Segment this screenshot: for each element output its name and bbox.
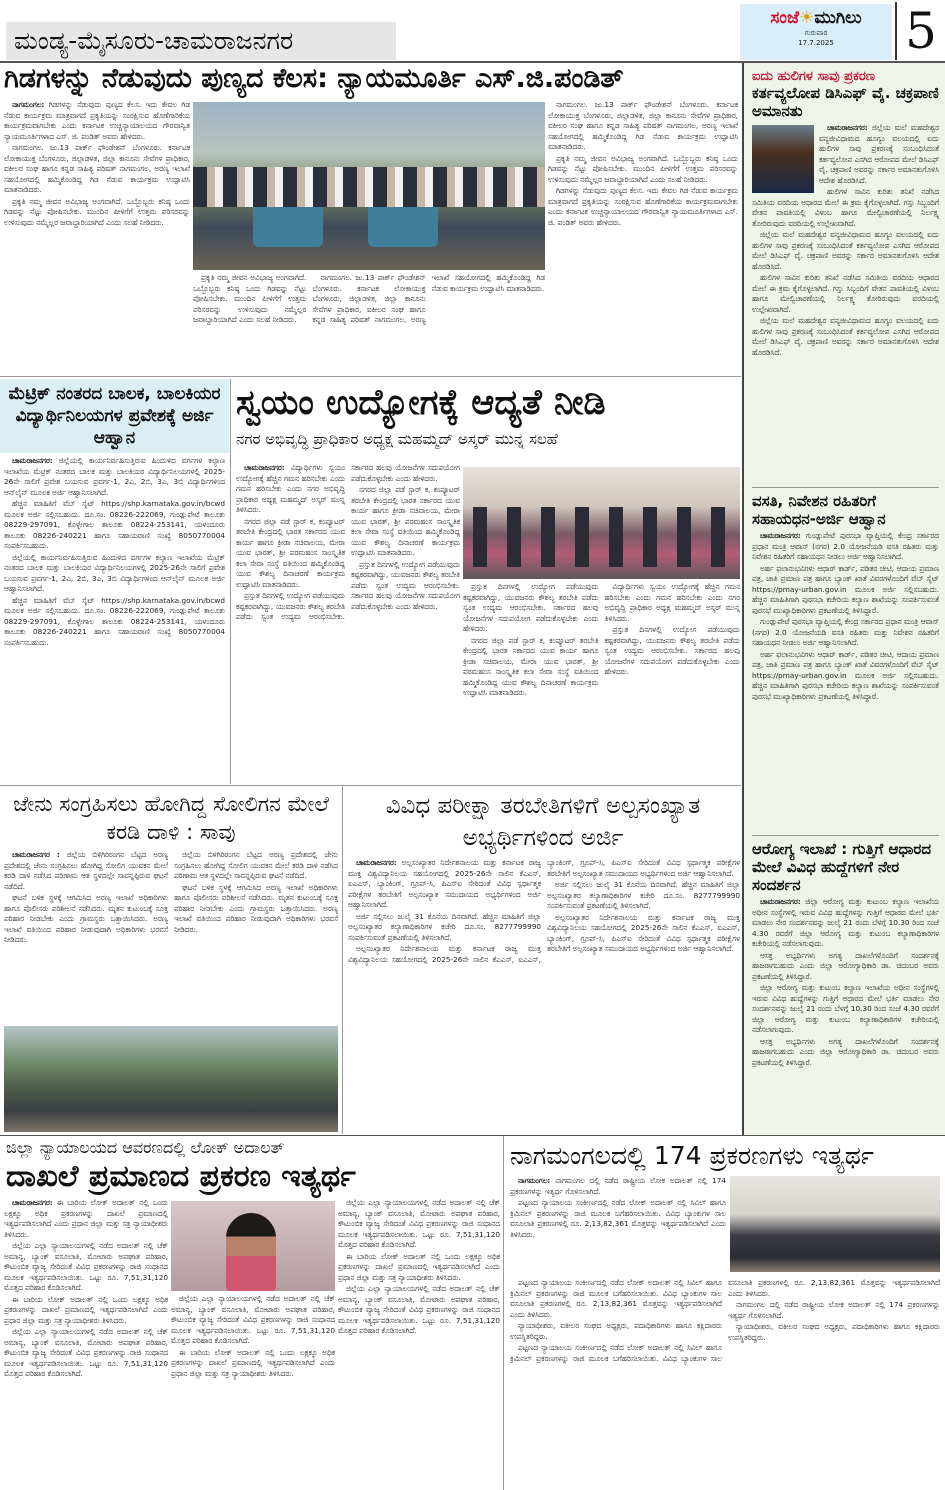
sidebar-column xyxy=(742,63,945,1135)
paragraph: ವಿದ್ಯಾರ್ಥಿಗಳು ಸ್ವಯಂ ಉದ್ಯೋಗಕ್ಕೆ ಹೆಚ್ಚಿನ ಗಮನ ಹರಿಸಬೇಕು ಎಂದು ಗಮನ ಹರಿಸಬೇಕು ಎಂದು ನಗರ ಅಭಿವೃದ್ಧಿ ಪ್ರಾಧಿಕಾರ ಅಧ್ಯಕ್ಷ ಮಹಮ್ಮದ್ ಅಸ್ಕರ್ ಮುನ್ನ ತಿಳಿಸಿದರು. xyxy=(236,463,345,514)
portrait-photo xyxy=(171,1201,335,1291)
paragraph: ಜಿಲ್ಲೆಯ ಮಲೆ ಮಹದೇಶ್ವರ ವನ್ಯಜೀವಿಧಾಮದ ಹೂಗ್ಯಂ ವಲಯದಲ್ಲಿ ಐದು ಹುಲಿಗಳ ಸಾವು ಪ್ರಕರಣಕ್ಕೆ ಸಂಬಂಧಿಸಿದಂತೆ ಕರ್ತವ್ಯಲೋಪ ಎಸಗಿದ ಆರೋಪದ ಮೇಲೆ ಡಿಸಿಎಫ್ ವೈ. ಚಕ್ರಪಾಣಿ ಅವರನ್ನು ಸರ್ಕಾರ ಅಮಾನತುಗೊಳಿಸಿ ಆದೇಶ ಹೊರಡಿಸಿದೆ. xyxy=(752,230,939,271)
paragraph: ಜಿಲ್ಲೆಯ ಎಲ್ಲಾ ನ್ಯಾಯಾಲಯಗಳಲ್ಲಿ ನಡೆದ ಅದಾಲತ್ ನಲ್ಲಿ ಚೆಕ್ ಅಮಾನ್ಯ, ಬ್ಯಾಂಕ್ ವಸೂಲಾತಿ, ಮೋಟಾರು ಅಪಘಾತ ಪರಿಹಾರ, ಕೌಟುಂಬಿಕ ವ್ಯಾಜ್ಯ ಸೇರಿದಂತೆ ವಿವಿಧ ಪ್ರಕರಣಗಳನ್ನು ರಾಜಿ ಸಂಧಾನದ ಮೂಲಕ ಇತ್ಯರ್ಥಪಡಿಸಲಾಯಿತು. ಒಟ್ಟು ರೂ. 7,51,31,120 ಮೊತ್ತದ ಪರಿಹಾರ ಕೊಡಿಸಲಾಗಿದೆ. xyxy=(338,1198,500,1249)
portrait-photo xyxy=(752,125,814,193)
paragraph: ನಾಗಮಂಗಲ ದಲ್ಲಿ ನಡೆದ ರಾಷ್ಟ್ರೀಯ ಲೋಕ ಅದಾಲತ್ ನಲ್ಲಿ 174 ಪ್ರಕರಣಗಳನ್ನು ಇತ್ಯರ್ಥ ಗೊಳಿಸಲಾಗಿದೆ. xyxy=(728,1300,940,1320)
paragraph: ಈ ಬಾರಿಯ ಲೋಕ್ ಅದಾಲತ್ ನಲ್ಲಿ ಒಂದು ಲಕ್ಷಕ್ಕೂ ಅಧಿಕ ಪ್ರಕರಣಗಳನ್ನು ದಾಖಲೆ ಪ್ರಮಾಣದಲ್ಲಿ ಇತ್ಯರ್ಥಪಡಿಸಲಾಗಿದೆ ಎಂದು ಪ್ರಧಾನ ಜಿಲ್ಲಾ ಮತ್ತು ಸತ್ರ ನ್ಯಾಯಾಧೀಶರು ತಿಳಿಸಿದರು. xyxy=(4,1198,168,1239)
news-photo xyxy=(463,467,740,579)
dateline: ನಾಗಮಂಗಲ: xyxy=(518,1176,551,1185)
paragraph: ನಾಗಮಂಗಲ. ಜು.13 ಪಾರ್ಕ್ ಫೌಂಡೇಶನ್ ಬೆಂಗಳೂರು. ಕರ್ನಾಟಕ ಲೋಕಾಯುಕ್ತ ಬೆಂಗಳೂರು, ಜಿಲ್ಲಾಡಳಿತ, ಜಿಲ್ಲಾ ಕಾನೂನು ಸೇವೆಗಳ ಪ್ರಾಧಿಕಾರ, ವಕೀಲರ ಸಂಘ ಹಾಗೂ ಕನ್ನಡ ಸಾಹಿತ್ಯ ಪರಿಷತ್ ನಾಗಮಂಗಲ, ಅರಣ್ಯ ಇಲಾಖೆ ಸಹಯೋಗದಲ್ಲಿ ಹಮ್ಮಿಕೊಂಡಿದ್ದ ಗಿಡ ನೆಡುವ ಕಾರ್ಯಕ್ರಮ ಉದ್ಘಾಟಿಸಿ ಮಾತನಾಡಿದರು. xyxy=(548,100,738,151)
paragraph: ಪಟ್ಟಣದ ನ್ಯಾಯಾಲಯ ಸಂಕೀರ್ಣದಲ್ಲಿ ನಡೆದ ಲೋಕ್ ಅದಾಲತ್ ನಲ್ಲಿ ಸಿವಿಲ್ ಹಾಗೂ ಕ್ರಿಮಿನಲ್ ಪ್ರಕರಣಗಳನ್ನು ರಾಜಿ ಮೂಲಕ ಬಗೆಹರಿಸಲಾಯಿತು. ವಿವಿಧ ಬ್ಯಾಂಕುಗಳ ಸಾಲ ವಸೂಲಾತಿ ಪ್ರಕರಣಗಳಲ್ಲಿ ರೂ. 2,13,82,361 ಮೊತ್ತವನ್ನು ಇತ್ಯರ್ಥಪಡಿಸಲಾಗಿದೆ ಎಂದು ತಿಳಿಸಿದರು. xyxy=(510,1198,726,1239)
article-body-continued xyxy=(510,1278,940,1488)
article-headline: ಸ್ವಯಂ ಉದ್ಯೋಗಕ್ಕೆ ಆದ್ಯತೆ ನೀಡಿ xyxy=(236,383,606,423)
divider xyxy=(0,1135,945,1136)
paragraph: ಪ್ರಕೃತಿ ನಮ್ಮ ಜೀವನ ಅವಿಭಾಜ್ಯ ಅಂಗವಾಗಿದೆ. ಒಬ್ಬೊಬ್ಬರು ಕನಿಷ್ಠ ಒಂದು ಗಿಡವನ್ನು ನೆಟ್ಟು ಪೋಷಿಸಬೇಕು. ಮುಂದಿನ ಪೀಳಿಗೆಗೆ ಉತ್ತಮ ಪರಿಸರವನ್ನು ಉಳಿಸುವುದು ನಮ್ಮೆಲ್ಲರ ಜವಾಬ್ದಾರಿಯಾಗಿದೆ ಎಂದು ಸಲಹೆ ನೀಡಿದರು. xyxy=(548,153,738,184)
paragraph: ಪಟ್ಟಣದ ನ್ಯಾಯಾಲಯ ಸಂಕೀರ್ಣದಲ್ಲಿ ನಡೆದ ಲೋಕ್ ಅದಾಲತ್ ನಲ್ಲಿ ಸಿವಿಲ್ ಹಾಗೂ ಕ್ರಿಮಿನಲ್ ಪ್ರಕರಣಗಳನ್ನು ರಾಜಿ ಮೂಲಕ ಬಗೆಹರಿಸಲಾಯಿತು. ವಿವಿಧ ಬ್ಯಾಂಕುಗಳ ಸಾಲ ವಸೂಲಾತಿ ಪ್ರಕರಣಗಳಲ್ಲಿ ರೂ. 2,13,82,361 ಮೊತ್ತವನ್ನು ಇತ್ಯರ್ಥಪಡಿಸಲಾಗಿದೆ ಎಂದು ತಿಳಿಸಿದರು. xyxy=(510,1278,940,1363)
article-headline: ಮೆಟ್ರಿಕ್ ನಂತರದ ಬಾಲಕ, ಬಾಲಕಿಯರ ವಿದ್ಯಾರ್ಥಿನಿಲಯಗಳ ಪ್ರವೇಶಕ್ಕೆ ಅರ್ಜಿ ಆಹ್ವಾನ xyxy=(0,379,229,453)
paragraph: ಹೆಚ್ಚಿನ ಮಾಹಿತಿಗೆ ವೆಬ್ ಸೈಟ್ https://shp.karnataka.gov.in/bcwd ಮೂಲಕ ಅರ್ಜಿ ಸಲ್ಲಿಸಬಹುದು. ದೂ.ಸಂ. 08226-222069, ಗುಂಡ್ಲುಪೇಟೆ ತಾಲೂಕು 08229-297091, ಕೊಳ್ಳೇಗಾಲ ತಾಲೂಕು 08224-253141, ಯಳಂದೂರು ತಾಲೂಕು 08226-240221 ಹಾಗೂ ಸಹಾಯವಾಣಿ ಸಂಖ್ಯೆ 8050770004 ಸಂಪರ್ಕಿಸಬಹುದು. xyxy=(4,595,225,647)
article-body-continued xyxy=(193,273,545,373)
article-headline: ವಿವಿಧ ಪರೀಕ್ಷಾ ತರಬೇತಿಗಳಿಗೆ ಅಲ್ಪಸಂಖ್ಯಾತ ಅಭ್ಯರ್ಥಿಗಳಿಂದ ಅರ್ಜಿ xyxy=(385,793,701,851)
article-headline: ದಾಖಲೆ ಪ್ರಮಾಣದ ಪ್ರಕರಣ ಇತ್ಯರ್ಥ xyxy=(6,1159,356,1194)
divider xyxy=(752,835,939,836)
dateline: ಚಾಮರಾಜನಗರ: xyxy=(356,858,397,867)
article-body xyxy=(4,850,338,1023)
article-subheadline: ನಗರ ಅಭಿವೃದ್ಧಿ ಪ್ರಾಧಿಕಾರ ಅಧ್ಯಕ್ಷ ಮಹಮ್ಮದ್ ಅಸ್ಕರ್ ಮುನ್ನ ಸಲಹೆ xyxy=(236,430,558,448)
article-headline: ವಸತಿ, ನಿವೇಶನ ರಹಿತರಿಗೆ ಸಹಾಯಧನ-ಅರ್ಜಿ ಆಹ್ವಾನ xyxy=(752,492,886,528)
logo-text-right: ಮುಗಿಲು xyxy=(814,8,862,28)
paragraph: ಈ ಬಾರಿಯ ಲೋಕ್ ಅದಾಲತ್ ನಲ್ಲಿ ಒಂದು ಲಕ್ಷಕ್ಕೂ ಅಧಿಕ ಪ್ರಕರಣಗಳನ್ನು ದಾಖಲೆ ಪ್ರಮಾಣದಲ್ಲಿ ಇತ್ಯರ್ಥಪಡಿಸಲಾಗಿದೆ ಎಂದು ಪ್ರಧಾನ ಜಿಲ್ಲಾ ಮತ್ತು ಸತ್ರ ನ್ಯಾಯಾಧೀಶರು ತಿಳಿಸಿದರು. xyxy=(338,1251,500,1282)
paragraph: ಹೆಚ್ಚಿನ ಮಾಹಿತಿಗೆ ವೆಬ್ ಸೈಟ್ https://shp.karnataka.gov.in/bcwd ಮೂಲಕ ಅರ್ಜಿ ಸಲ್ಲಿಸಬಹುದು. ದೂ.ಸಂ. 08226-222069, ಗುಂಡ್ಲುಪೇಟೆ ತಾಲೂಕು 08229-297091, ಕೊಳ್ಳೇಗಾಲ ತಾಲೂಕು 08224-253141, ಯಳಂದೂರು ತಾಲೂಕು 08226-240221 ಹಾಗೂ ಸಹಾಯವಾಣಿ ಸಂಖ್ಯೆ 8050770004 ಸಂಪರ್ಕಿಸಬಹುದು. xyxy=(4,499,225,550)
paragraph: ಹುಲಿಗಳ ಸಾವಿನ ಕುರಿತು ತನಿಖೆ ನಡೆಸಿದ ಸಮಿತಿಯ ವರದಿಯ ಆಧಾರದ ಮೇಲೆ ಈ ಕ್ರಮ ಕೈಗೊಳ್ಳಲಾಗಿದೆ. ಗಸ್ತು ಸಿಬ್ಬಂದಿಗೆ ವೇತನ ಪಾವತಿಯಲ್ಲಿ ವಿಳಂಬ ಹಾಗೂ ಮೇಲ್ವಿಚಾರಣೆಯಲ್ಲಿ ನಿರ್ಲಕ್ಷ್ಯ ತೋರಿರುವುದು ವರದಿಯಲ್ಲಿ ಉಲ್ಲೇಖವಾಗಿದೆ. xyxy=(752,273,939,314)
dateline: ಚಾಮರಾಜನಗರ: xyxy=(244,463,285,472)
paragraph: ಗುಂಡ್ಲುಪೇಟೆ ಪುರಸಭಾ ವ್ಯಾಪ್ತಿಯಲ್ಲಿ ಕೇಂದ್ರ ಸರ್ಕಾರದ ಪ್ರಧಾನ ಮಂತ್ರಿ ಆವಾಸ್ (ನಗರ) 2.0 ಯೋಜನೆಯಡಿ ವಸತಿ ರಹಿತರು ಮತ್ತು ನಿವೇಶನ ರಹಿತರಿಗೆ ಸಹಾಯಧನ ನೀಡಲು ಅರ್ಜಿ ಆಹ್ವಾನಿಸಲಾಗಿದೆ. xyxy=(752,531,939,561)
paragraph: ಅರ್ಜಿ ಸಲ್ಲಿಸಲು ಜುಲೈ 31 ಕೊನೆಯ ದಿನವಾಗಿದೆ. ಹೆಚ್ಚಿನ ಮಾಹಿತಿಗೆ ಜಿಲ್ಲಾ ಅಲ್ಪಸಂಖ್ಯಾತರ ಕಲ್ಯಾಣಾಧಿಕಾರಿಗಳ ಕಚೇರಿ ದೂ.ಸಂ. 8277799990 ಸಂಪರ್ಕಿಸುವಂತೆ ಪ್ರಕಟಣೆಯಲ್ಲಿ ತಿಳಿಸಲಾಗಿದೆ. xyxy=(348,911,541,942)
paragraph: ಅಲ್ಪಸಂಖ್ಯಾತರ ನಿರ್ದೇಶನಾಲಯ ಮತ್ತು ಕರ್ನಾಟಕ ರಾಜ್ಯ ಮುಕ್ತ ವಿಶ್ವವಿದ್ಯಾನಿಲಯ ಸಹಯೋಗದಲ್ಲಿ 2025-26ನೇ ಸಾಲಿನ ಕೆಎಎಸ್, ಐಎಎಸ್, ಬ್ಯಾಂಕಿಂಗ್, ಗ್ರೂಪ್-ಸಿ, ಪಿಎಸ್ಐ ಸೇರಿದಂತೆ ವಿವಿಧ ಸ್ಪರ್ಧಾತ್ಮಕ ಪರೀಕ್ಷೆಗಳ ತರಬೇತಿಗೆ ಅಲ್ಪಸಂಖ್ಯಾತ ಸಮುದಾಯದ ಅಭ್ಯರ್ಥಿಗಳಿಂದ ಅರ್ಜಿ ಆಹ್ವಾನಿಸಲಾಗಿದೆ. xyxy=(348,858,740,964)
paragraph: ಜಿಲ್ಲೆಯ ಮಲೆ ಮಹದೇಶ್ವರ ವನ್ಯಜೀವಿಧಾಮದ ಹೂಗ್ಯಂ ವಲಯದಲ್ಲಿ ಐದು ಹುಲಿಗಳ ಸಾವು ಪ್ರಕರಣಕ್ಕೆ ಸಂಬಂಧಿಸಿದಂತೆ ಕರ್ತವ್ಯಲೋಪ ಎಸಗಿದ ಆರೋಪದ ಮೇಲೆ ಡಿಸಿಎಫ್ ವೈ. ಚಕ್ರಪಾಣಿ ಅವರನ್ನು ಸರ್ಕಾರ ಅಮಾನತುಗೊಳಿಸಿ ಆದೇಶ ಹೊರಡಿಸಿದೆ. xyxy=(752,316,939,357)
section-title: ಮಂಡ್ಯ-ಮೈಸೂರು-ಚಾಮರಾಜನಗರ xyxy=(14,26,294,55)
paragraph: ಜಿಲ್ಲೆಯ ಎಲ್ಲಾ ನ್ಯಾಯಾಲಯಗಳಲ್ಲಿ ನಡೆದ ಅದಾಲತ್ ನಲ್ಲಿ ಚೆಕ್ ಅಮಾನ್ಯ, ಬ್ಯಾಂಕ್ ವಸೂಲಾತಿ, ಮೋಟಾರು ಅಪಘಾತ ಪರಿಹಾರ, ಕೌಟುಂಬಿಕ ವ್ಯಾಜ್ಯ ಸೇರಿದಂತೆ ವಿವಿಧ ಪ್ರಕರಣಗಳನ್ನು ರಾಜಿ ಸಂಧಾನದ ಮೂಲಕ ಇತ್ಯರ್ಥಪಡಿಸಲಾಯಿತು. ಒಟ್ಟು ರೂ. 7,51,31,120 ಮೊತ್ತದ ಪರಿಹಾರ ಕೊಡಿಸಲಾಗಿದೆ. xyxy=(4,1241,168,1292)
section-banner xyxy=(6,22,396,60)
article xyxy=(0,379,229,785)
article-kicker: ಐದು ಹುಲಿಗಳ ಸಾವು ಪ್ರಕರಣ xyxy=(752,69,875,84)
paragraph: ಪ್ರಸ್ತುತ ದಿನಗಳಲ್ಲಿ ಉದ್ಯೋಗ ಪಡೆಯುವುದು ಕಷ್ಟಕರವಾಗಿದ್ದು, ಯುವಜನರು ಕೌಶಲ್ಯ ತರಬೇತಿ ಪಡೆದು ಸ್ವಂತ ಉದ್ಯಮ ಆರಂಭಿಸಬೇಕು. ಸರ್ಕಾರದ ಹಲವು ಯೋಜನೆಗಳ ಸದುಪಯೋಗ ಪಡೆದುಕೊಳ್ಳಬೇಕು ಎಂದು ಹೇಳಿದರು. xyxy=(604,625,740,676)
divider xyxy=(342,786,343,1134)
paragraph: ಗಿಡಗಳನ್ನು ನೆಡುವುದು ಪುಣ್ಯದ ಕೆಲಸ. ಇದು ಕೇವಲ ಗಿಡ ನೆಡುವ ಕಾರ್ಯಕ್ರಮ ಮಾತ್ರವಾಗದೆ ಪ್ರಕೃತಿಯನ್ನು ಸಂರಕ್ಷಿಸುವ ಹೊಣೆಗಾರಿಕೆಯ ಕಾರ್ಯಕ್ರಮವಾಗಬೇಕು ಎಂದು ಕರ್ನಾಟಕ ಉಚ್ಚನ್ಯಾಯಾಲಯದ ಗೌರವಾನ್ವಿತ ನ್ಯಾಯಮೂರ್ತಿಗಳಾದ ಎಸ್. ಜಿ. ಪಂಡಿತ್ ಅವರು ಹೇಳಿದರು. xyxy=(4,100,190,141)
issue-date: 17.7.2025 xyxy=(798,39,834,47)
paragraph: ಅರ್ಹ ಫಲಾನುಭವಿಗಳು ಆಧಾರ್ ಕಾರ್ಡ್, ಪಡಿತರ ಚೀಟಿ, ಆದಾಯ ಪ್ರಮಾಣ ಪತ್ರ, ಜಾತಿ ಪ್ರಮಾಣ ಪತ್ರ ಹಾಗೂ ಬ್ಯಾಂಕ್ ಖಾತೆ ವಿವರಗಳೊಂದಿಗೆ ವೆಬ್ ಸೈಟ್ https://pmay-urban.gov.in ಮೂಲಕ ಅರ್ಜಿ ಸಲ್ಲಿಸಬಹುದು. ಹೆಚ್ಚಿನ ಮಾಹಿತಿಗಾಗಿ ಪುರಸಭಾ ಕಚೇರಿಯ ಕಲ್ಯಾಣ ಶಾಖೆಯನ್ನು ಸಂಪರ್ಕಿಸುವಂತೆ ಪುರಸಭೆ ಮುಖ್ಯಾಧಿಕಾರಿಗಳು ಪ್ರಕಟಣೆಯಲ್ಲಿ ತಿಳಿಸಿದ್ದಾರೆ. xyxy=(752,649,939,701)
dateline: ಚಾಮರಾಜನಗರ: xyxy=(760,531,801,540)
paragraph: ಅರ್ಹ ಫಲಾನುಭವಿಗಳು ಆಧಾರ್ ಕಾರ್ಡ್, ಪಡಿತರ ಚೀಟಿ, ಆದಾಯ ಪ್ರಮಾಣ ಪತ್ರ, ಜಾತಿ ಪ್ರಮಾಣ ಪತ್ರ ಹಾಗೂ ಬ್ಯಾಂಕ್ ಖಾತೆ ವಿವರಗಳೊಂದಿಗೆ ವೆಬ್ ಸೈಟ್ https://pmay-urban.gov.in ಮೂಲಕ ಅರ್ಜಿ ಸಲ್ಲಿಸಬಹುದು. ಹೆಚ್ಚಿನ ಮಾಹಿತಿಗಾಗಿ ಪುರಸಭಾ ಕಚೇರಿಯ ಕಲ್ಯಾಣ ಶಾಖೆಯನ್ನು ಸಂಪರ್ಕಿಸುವಂತೆ ಪುರಸಭೆ ಮುಖ್ಯಾಧಿಕಾರಿಗಳು ಪ್ರಕಟಣೆಯಲ್ಲಿ ತಿಳಿಸಿದ್ದಾರೆ. xyxy=(752,563,939,615)
paragraph: ಗುಂಡ್ಲುಪೇಟೆ ಪುರಸಭಾ ವ್ಯಾಪ್ತಿಯಲ್ಲಿ ಕೇಂದ್ರ ಸರ್ಕಾರದ ಪ್ರಧಾನ ಮಂತ್ರಿ ಆವಾಸ್ (ನಗರ) 2.0 ಯೋಜನೆಯಡಿ ವಸತಿ ರಹಿತರು ಮತ್ತು ನಿವೇಶನ ರಹಿತರಿಗೆ ಸಹಾಯಧನ ನೀಡಲು ಅರ್ಜಿ ಆಹ್ವಾನಿಸಲಾಗಿದೆ. xyxy=(752,617,939,647)
logo-text-left: ಸಂಜೆ xyxy=(770,8,800,28)
paragraph: ಜಿಲ್ಲೆಯ ಎಲ್ಲಾ ನ್ಯಾಯಾಲಯಗಳಲ್ಲಿ ನಡೆದ ಅದಾಲತ್ ನಲ್ಲಿ ಚೆಕ್ ಅಮಾನ್ಯ, ಬ್ಯಾಂಕ್ ವಸೂಲಾತಿ, ಮೋಟಾರು ಅಪಘಾತ ಪರಿಹಾರ, ಕೌಟುಂಬಿಕ ವ್ಯಾಜ್ಯ ಸೇರಿದಂತೆ ವಿವಿಧ ಪ್ರಕರಣಗಳನ್ನು ರಾಜಿ ಸಂಧಾನದ ಮೂಲಕ ಇತ್ಯರ್ಥಪಡಿಸಲಾಯಿತು. ಒಟ್ಟು ರೂ. 7,51,31,120 ಮೊತ್ತದ ಪರಿಹಾರ ಕೊಡಿಸಲಾಗಿದೆ. xyxy=(4,1327,168,1378)
divider xyxy=(503,1136,504,1490)
article-kicker: ಜಿಲ್ಲಾ ನ್ಯಾಯಾಲಯದ ಆವರಣದಲ್ಲಿ ಲೋಕ್ ಅದಾಲತ್ xyxy=(6,1138,285,1157)
article-body xyxy=(510,1176,726,1276)
paragraph: ಈ ಬಾರಿಯ ಲೋಕ್ ಅದಾಲತ್ ನಲ್ಲಿ ಒಂದು ಲಕ್ಷಕ್ಕೂ ಅಧಿಕ ಪ್ರಕರಣಗಳನ್ನು ದಾಖಲೆ ಪ್ರಮಾಣದಲ್ಲಿ ಇತ್ಯರ್ಥಪಡಿಸಲಾಗಿದೆ ಎಂದು ಪ್ರಧಾನ ಜಿಲ್ಲಾ ಮತ್ತು ಸತ್ರ ನ್ಯಾಯಾಧೀಶರು ತಿಳಿಸಿದರು. xyxy=(171,1347,335,1378)
paragraph: ಪ್ರಸ್ತುತ ದಿನಗಳಲ್ಲಿ ಉದ್ಯೋಗ ಪಡೆಯುವುದು ಕಷ್ಟಕರವಾಗಿದ್ದು, ಯುವಜನರು ಕೌಶಲ್ಯ ತರಬೇತಿ ಪಡೆದು ಸ್ವಂತ ಉದ್ಯಮ ಆರಂಭಿಸಬೇಕು. ಸರ್ಕಾರದ ಹಲವು ಯೋಜನೆಗಳ ಸದುಪಯೋಗ ಪಡೆದುಕೊಳ್ಳಬೇಕು ಎಂದು ಹೇಳಿದರು. xyxy=(351,559,460,611)
paragraph: ಪ್ರಕೃತಿ ನಮ್ಮ ಜೀವನ ಅವಿಭಾಜ್ಯ ಅಂಗವಾಗಿದೆ. ಒಬ್ಬೊಬ್ಬರು ಕನಿಷ್ಠ ಒಂದು ಗಿಡವನ್ನು ನೆಟ್ಟು ಪೋಷಿಸಬೇಕು. ಮುಂದಿನ ಪೀಳಿಗೆಗೆ ಉತ್ತಮ ಪರಿಸರವನ್ನು ಉಳಿಸುವುದು ನಮ್ಮೆಲ್ಲರ ಜವಾಬ್ದಾರಿಯಾಗಿದೆ ಎಂದು ಸಲಹೆ ನೀಡಿದರು. xyxy=(193,273,307,324)
paragraph: ಘಟನೆ ಬಳಿಕ ಸ್ಥಳಕ್ಕೆ ಆಗಮಿಸಿದ ಅರಣ್ಯ ಇಲಾಖೆ ಅಧಿಕಾರಿಗಳು ಹಾಗೂ ಪೊಲೀಸರು ಪರಿಶೀಲನೆ ನಡೆಸಿದರು. ಮೃತನ ಕುಟುಂಬಕ್ಕೆ ಸೂಕ್ತ ಪರಿಹಾರ ನೀಡಬೇಕು ಎಂದು ಗ್ರಾಮಸ್ಥರು ಒತ್ತಾಯಿಸಿದರು. ಅರಣ್ಯ ಇಲಾಖೆ ವತಿಯಿಂದ ಪರಿಹಾರ ನೀಡುವುದಾಗಿ ಅಧಿಕಾರಿಗಳು ಭರವಸೆ ನೀಡಿದರು. xyxy=(4,893,168,944)
paragraph: ಜಿಲ್ಲೆಯ ಎಲ್ಲಾ ನ್ಯಾಯಾಲಯಗಳಲ್ಲಿ ನಡೆದ ಅದಾಲತ್ ನಲ್ಲಿ ಚೆಕ್ ಅಮಾನ್ಯ, ಬ್ಯಾಂಕ್ ವಸೂಲಾತಿ, ಮೋಟಾರು ಅಪಘಾತ ಪರಿಹಾರ, ಕೌಟುಂಬಿಕ ವ್ಯಾಜ್ಯ ಸೇರಿದಂತೆ ವಿವಿಧ ಪ್ರಕರಣಗಳನ್ನು ರಾಜಿ ಸಂಧಾನದ ಮೂಲಕ ಇತ್ಯರ್ಥಪಡಿಸಲಾಯಿತು. ಒಟ್ಟು ರೂ. 7,51,31,120 ಮೊತ್ತದ ಪರಿಹಾರ ಕೊಡಿಸಲಾಗಿದೆ. xyxy=(171,1294,335,1345)
dateline: ಚಾಮರಾಜನಗರ : xyxy=(12,850,60,859)
article-headline: ಜೇನು ಸಂಗ್ರಹಿಸಲು ಹೋಗಿದ್ದ ಸೋಲಿಗನ ಮೇಲೆ ಕರಡಿ ದಾಳಿ : ಸಾವು xyxy=(13,792,329,844)
paragraph: ಜಿಲ್ಲೆಯ ಎಲ್ಲಾ ನ್ಯಾಯಾಲಯಗಳಲ್ಲಿ ನಡೆದ ಅದಾಲತ್ ನಲ್ಲಿ ಚೆಕ್ ಅಮಾನ್ಯ, ಬ್ಯಾಂಕ್ ವಸೂಲಾತಿ, ಮೋಟಾರು ಅಪಘಾತ ಪರಿಹಾರ, ಕೌಟುಂಬಿಕ ವ್ಯಾಜ್ಯ ಸೇರಿದಂತೆ ವಿವಿಧ ಪ್ರಕರಣಗಳನ್ನು ರಾಜಿ ಸಂಧಾನದ ಮೂಲಕ ಇತ್ಯರ್ಥಪಡಿಸಲಾಯಿತು. ಒಟ್ಟು ರೂ. 7,51,31,120 ಮೊತ್ತದ ಪರಿಹಾರ ಕೊಡಿಸಲಾಗಿದೆ. xyxy=(338,1284,500,1335)
paragraph: ಜಿಲ್ಲೆಯ ಬಿಳಿಗಿರಿರಂಗನ ಬೆಟ್ಟದ ಅರಣ್ಯ ಪ್ರದೇಶದಲ್ಲಿ ಜೇನು ಸಂಗ್ರಹಿಸಲು ಹೋಗಿದ್ದ ಸೋಲಿಗ ಯುವಕನ ಮೇಲೆ ಕರಡಿ ದಾಳಿ ನಡೆಸಿದ ಪರಿಣಾಮ ಆತ ಸ್ಥಳದಲ್ಲೇ ಸಾವನ್ನಪ್ಪಿರುವ ಘಟನೆ ನಡೆದಿದೆ. xyxy=(174,850,338,880)
news-photo xyxy=(4,1026,338,1132)
paragraph: ಅಲ್ಪಸಂಖ್ಯಾತರ ನಿರ್ದೇಶನಾಲಯ ಮತ್ತು ಕರ್ನಾಟಕ ರಾಜ್ಯ ಮುಕ್ತ ವಿಶ್ವವಿದ್ಯಾನಿಲಯ ಸಹಯೋಗದಲ್ಲಿ 2025-26ನೇ ಸಾಲಿನ ಕೆಎಎಸ್, ಐಎಎಸ್, ಬ್ಯಾಂಕಿಂಗ್, ಗ್ರೂಪ್-ಸಿ, ಪಿಎಸ್ಐ ಸೇರಿದಂತೆ ವಿವಿಧ ಸ್ಪರ್ಧಾತ್ಮಕ ಪರೀಕ್ಷೆಗಳ ತರಬೇತಿಗೆ ಅಲ್ಪಸಂಖ್ಯಾತ ಸಮುದಾಯದ ಅಭ್ಯರ್ಥಿಗಳಿಂದ ಅರ್ಜಿ ಆಹ್ವಾನಿಸಲಾಗಿದೆ. xyxy=(547,912,740,953)
article-body xyxy=(236,463,460,781)
paragraph: ನ್ಯಾಯಾಧೀಶರು, ವಕೀಲರ ಸಂಘದ ಅಧ್ಯಕ್ಷರು, ಪದಾಧಿಕಾರಿಗಳು ಹಾಗೂ ಕಕ್ಷಿದಾರರು ಉಪಸ್ಥಿತರಿದ್ದರು. xyxy=(510,1321,722,1341)
divider xyxy=(0,785,741,786)
paragraph: ನಾಗಮಂಗಲ. ಜು.13 ಪಾರ್ಕ್ ಫೌಂಡೇಶನ್ ಬೆಂಗಳೂರು. ಕರ್ನಾಟಕ ಲೋಕಾಯುಕ್ತ ಬೆಂಗಳೂರು, ಜಿಲ್ಲಾಡಳಿತ, ಜಿಲ್ಲಾ ಕಾನೂನು ಸೇವೆಗಳ ಪ್ರಾಧಿಕಾರ, ವಕೀಲರ ಸಂಘ ಹಾಗೂ ಕನ್ನಡ ಸಾಹಿತ್ಯ ಪರಿಷತ್ ನಾಗಮಂಗಲ, ಅರಣ್ಯ ಇಲಾಖೆ ಸಹಯೋಗದಲ್ಲಿ ಹಮ್ಮಿಕೊಂಡಿದ್ದ ಗಿಡ ನೆಡುವ ಕಾರ್ಯಕ್ರಮ ಉದ್ಘಾಟಿಸಿ ಮಾತನಾಡಿದರು. xyxy=(312,273,545,324)
article-headline: ನಾಗಮಂಗಲದಲ್ಲಿ 174 ಪ್ರಕರಣಗಳು ಇತ್ಯರ್ಥ xyxy=(510,1141,874,1170)
news-photo xyxy=(193,102,545,270)
paragraph: ನಾಗಮಂಗಲ. ಜು.13 ಪಾರ್ಕ್ ಫೌಂಡೇಶನ್ ಬೆಂಗಳೂರು. ಕರ್ನಾಟಕ ಲೋಕಾಯುಕ್ತ ಬೆಂಗಳೂರು, ಜಿಲ್ಲಾಡಳಿತ, ಜಿಲ್ಲಾ ಕಾನೂನು ಸೇವೆಗಳ ಪ್ರಾಧಿಕಾರ, ವಕೀಲರ ಸಂಘ ಹಾಗೂ ಕನ್ನಡ ಸಾಹಿತ್ಯ ಪರಿಷತ್ ನಾಗಮಂಗಲ, ಅರಣ್ಯ ಇಲಾಖೆ ಸಹಯೋಗದಲ್ಲಿ ಹಮ್ಮಿಕೊಂಡಿದ್ದ ಗಿಡ ನೆಡುವ ಕಾರ್ಯಕ್ರಮ ಉದ್ಘಾಟಿಸಿ ಮಾತನಾಡಿದರು. xyxy=(4,143,190,194)
paragraph: ಜಿಲ್ಲೆಯಲ್ಲಿ ಕಾರ್ಯನಿರ್ವಹಿಸುತ್ತಿರುವ ಹಿಂದುಳಿದ ವರ್ಗಗಳ ಕಲ್ಯಾಣ ಇಲಾಖೆಯ ಮೆಟ್ರಿಕ್ ನಂತರದ ಬಾಲಕ ಮತ್ತು ಬಾಲಕಿಯರ ವಿದ್ಯಾರ್ಥಿನಿಲಯಗಳಲ್ಲಿ 2025-26ನೇ ಸಾಲಿಗೆ ಪ್ರವೇಶ ಬಯಸುವ ಪ್ರವರ್ಗ-1, 2ಎ, 2ಬಿ, 3ಎ, 3ಬಿ ವಿದ್ಯಾರ್ಥಿಗಳಿಂದ ಆನ್‌ಲೈನ್ ಮೂಲಕ ಅರ್ಜಿ ಆಹ್ವಾನಿಸಲಾಗಿದೆ. xyxy=(4,552,225,593)
paragraph: ಘಟನೆ ಬಳಿಕ ಸ್ಥಳಕ್ಕೆ ಆಗಮಿಸಿದ ಅರಣ್ಯ ಇಲಾಖೆ ಅಧಿಕಾರಿಗಳು ಹಾಗೂ ಪೊಲೀಸರು ಪರಿಶೀಲನೆ ನಡೆಸಿದರು. ಮೃತನ ಕುಟುಂಬಕ್ಕೆ ಸೂಕ್ತ ಪರಿಹಾರ ನೀಡಬೇಕು ಎಂದು ಗ್ರಾಮಸ್ಥರು ಒತ್ತಾಯಿಸಿದರು. ಅರಣ್ಯ ಇಲಾಖೆ ವತಿಯಿಂದ ಪರಿಹಾರ ನೀಡುವುದಾಗಿ ಅಧಿಕಾರಿಗಳು ಭರವಸೆ ನೀಡಿದರು. xyxy=(174,882,338,934)
paragraph: ಅರ್ಜಿ ಸಲ್ಲಿಸಲು ಜುಲೈ 31 ಕೊನೆಯ ದಿನವಾಗಿದೆ. ಹೆಚ್ಚಿನ ಮಾಹಿತಿಗೆ ಜಿಲ್ಲಾ ಅಲ್ಪಸಂಖ್ಯಾತರ ಕಲ್ಯಾಣಾಧಿಕಾರಿಗಳ ಕಚೇರಿ ದೂ.ಸಂ. 8277799990 ಸಂಪರ್ಕಿಸುವಂತೆ ಪ್ರಕಟಣೆಯಲ್ಲಿ ತಿಳಿಸಲಾಗಿದೆ. xyxy=(547,880,740,910)
article-headline: ಆರೋಗ್ಯ ಇಲಾಖೆ : ಗುತ್ತಿಗೆ ಆಧಾರದ ಮೇಲೆ ವಿವಿಧ ಹುದ್ದೆಗಳಿಗೆ ನೇರ ಸಂದರ್ಶನ xyxy=(752,840,932,894)
paragraph: ಜಿಲ್ಲಾ ಆರೋಗ್ಯ ಮತ್ತು ಕುಟುಂಬ ಕಲ್ಯಾಣ ಇಲಾಖೆಯ ಅಧೀನ ಸಂಸ್ಥೆಗಳಲ್ಲಿ ಇರುವ ವಿವಿಧ ಹುದ್ದೆಗಳನ್ನು ಗುತ್ತಿಗೆ ಆಧಾರದ ಮೇಲೆ ಭರ್ತಿ ಮಾಡಲು ನೇರ ಸಂದರ್ಶನವನ್ನು ಜುಲೈ 21 ರಂದು ಬೆಳಗ್ಗೆ 10.30 ರಿಂದ ಸಂಜೆ 4.30 ರವರೆಗೆ ಜಿಲ್ಲಾ ಆರೋಗ್ಯ ಮತ್ತು ಕುಟುಂಬ ಕಲ್ಯಾಣಾಧಿಕಾರಿಗಳ ಕಚೇರಿಯಲ್ಲಿ ನಡೆಸಲಾಗುವುದು. xyxy=(752,897,939,948)
article-body-continued xyxy=(171,1294,335,1488)
divider xyxy=(752,487,939,488)
article-body-continued xyxy=(463,582,740,782)
paragraph: ಗಿಡಗಳನ್ನು ನೆಡುವುದು ಪುಣ್ಯದ ಕೆಲಸ. ಇದು ಕೇವಲ ಗಿಡ ನೆಡುವ ಕಾರ್ಯಕ್ರಮ ಮಾತ್ರವಾಗದೆ ಪ್ರಕೃತಿಯನ್ನು ಸಂರಕ್ಷಿಸುವ ಹೊಣೆಗಾರಿಕೆಯ ಕಾರ್ಯಕ್ರಮವಾಗಬೇಕು ಎಂದು ಕರ್ನಾಟಕ ಉಚ್ಚನ್ಯಾಯಾಲಯದ ಗೌರವಾನ್ವಿತ ನ್ಯಾಯಮೂರ್ತಿಗಳಾದ ಎಸ್. ಜಿ. ಪಂಡಿತ್ ಅವರು ಹೇಳಿದರು. xyxy=(548,186,738,227)
paragraph: ನ್ಯಾಯಾಧೀಶರು, ವಕೀಲರ ಸಂಘದ ಅಧ್ಯಕ್ಷರು, ಪದಾಧಿಕಾರಿಗಳು ಹಾಗೂ ಕಕ್ಷಿದಾರರು ಉಪಸ್ಥಿತರಿದ್ದರು. xyxy=(728,1322,940,1342)
paragraph: ಪ್ರಸ್ತುತ ದಿನಗಳಲ್ಲಿ ಉದ್ಯೋಗ ಪಡೆಯುವುದು ಕಷ್ಟಕರವಾಗಿದ್ದು, ಯುವಜನರು ಕೌಶಲ್ಯ ತರಬೇತಿ ಪಡೆದು ಸ್ವಂತ ಉದ್ಯಮ ಆರಂಭಿಸಬೇಕು. ಸರ್ಕಾರದ ಹಲವು ಯೋಜನೆಗಳ ಸದುಪಯೋಗ ಪಡೆದುಕೊಳ್ಳಬೇಕು ಎಂದು ಹೇಳಿದರು. xyxy=(463,582,599,633)
article-body-continued xyxy=(548,100,738,372)
paragraph: ಈ ಬಾರಿಯ ಲೋಕ್ ಅದಾಲತ್ ನಲ್ಲಿ ಒಂದು ಲಕ್ಷಕ್ಕೂ ಅಧಿಕ ಪ್ರಕರಣಗಳನ್ನು ದಾಖಲೆ ಪ್ರಮಾಣದಲ್ಲಿ ಇತ್ಯರ್ಥಪಡಿಸಲಾಗಿದೆ ಎಂದು ಪ್ರಧಾನ ಜಿಲ್ಲಾ ಮತ್ತು ಸತ್ರ ನ್ಯಾಯಾಧೀಶರು ತಿಳಿಸಿದರು. xyxy=(4,1294,168,1325)
page-number: 5 xyxy=(895,2,945,60)
paragraph: ವಿದ್ಯಾರ್ಥಿಗಳು ಸ್ವಯಂ ಉದ್ಯೋಗಕ್ಕೆ ಹೆಚ್ಚಿನ ಗಮನ ಹರಿಸಬೇಕು ಎಂದು ಗಮನ ಹರಿಸಬೇಕು ಎಂದು ನಗರ ಅಭಿವೃದ್ಧಿ ಪ್ರಾಧಿಕಾರ ಅಧ್ಯಕ್ಷ ಮಹಮ್ಮದ್ ಅಸ್ಕರ್ ಮುನ್ನ ತಿಳಿಸಿದರು. xyxy=(604,582,740,623)
paragraph: ಜಿಲ್ಲೆಯಲ್ಲಿ ಕಾರ್ಯನಿರ್ವಹಿಸುತ್ತಿರುವ ಹಿಂದುಳಿದ ವರ್ಗಗಳ ಕಲ್ಯಾಣ ಇಲಾಖೆಯ ಮೆಟ್ರಿಕ್ ನಂತರದ ಬಾಲಕ ಮತ್ತು ಬಾಲಕಿಯರ ವಿದ್ಯಾರ್ಥಿನಿಲಯಗಳಲ್ಲಿ 2025-26ನೇ ಸಾಲಿಗೆ ಪ್ರವೇಶ ಬಯಸುವ ಪ್ರವರ್ಗ-1, 2ಎ, 2ಬಿ, 3ಎ, 3ಬಿ ವಿದ್ಯಾರ್ಥಿಗಳಿಂದ ಆನ್‌ಲೈನ್ ಮೂಲಕ ಅರ್ಜಿ ಆಹ್ವಾನಿಸಲಾಗಿದೆ. xyxy=(4,456,225,497)
divider xyxy=(0,376,741,377)
dateline: ಚಾಮರಾಜನಗರ: xyxy=(827,123,868,132)
article-body xyxy=(348,858,740,1130)
divider xyxy=(230,379,231,784)
paragraph: ಜಿಲ್ಲೆಯ ಬಿಳಿಗಿರಿರಂಗನ ಬೆಟ್ಟದ ಅರಣ್ಯ ಪ್ರದೇಶದಲ್ಲಿ ಜೇನು ಸಂಗ್ರಹಿಸಲು ಹೋಗಿದ್ದ ಸೋಲಿಗ ಯುವಕನ ಮೇಲೆ ಕರಡಿ ದಾಳಿ ನಡೆಸಿದ ಪರಿಣಾಮ ಆತ ಸ್ಥಳದಲ್ಲೇ ಸಾವನ್ನಪ್ಪಿರುವ ಘಟನೆ ನಡೆದಿದೆ. xyxy=(4,850,168,891)
paragraph: ನಾಗಮಂಗಲ ದಲ್ಲಿ ನಡೆದ ರಾಷ್ಟ್ರೀಯ ಲೋಕ ಅದಾಲತ್ ನಲ್ಲಿ 174 ಪ್ರಕರಣಗಳನ್ನು ಇತ್ಯರ್ಥ ಗೊಳಿಸಲಾಗಿದೆ. xyxy=(510,1176,726,1196)
news-photo xyxy=(730,1176,940,1272)
article-body-continued xyxy=(338,1198,500,1488)
paragraph: ನಗರದ ಜಿಲ್ಲಾ ಪಡೆ ಸ್ಟಾರ್ ಕ, ಕಂಪ್ಯೂಟರ್ ತರಬೇತಿ ಕೇಂದ್ರದಲ್ಲಿ ಭಾರತ ಸರ್ಕಾರದ ಯುವ ಕಾರ್ಯ ಹಾಗೂ ಕ್ರೀಡಾ ಸಚಿವಾಲಯ, ಮೇರಾ ಯುವ ಭಾರತ್, ಶ್ರೀ ಪರಮಹಂಸ ಸಾಂಸ್ಕೃತಿಕ ಕಲಾ ಸೇವಾ ಸಂಸ್ಥೆ ವತಿಯಿಂದ ಹಮ್ಮಿಕೊಂಡಿದ್ದ ಯುವ ಕೌಶಲ್ಯ ದಿನಾಚರಣೆ ಕಾರ್ಯಕ್ರಮ ಉದ್ಘಾಟಿಸಿ ಮಾತನಾಡಿದರು. xyxy=(236,516,345,589)
dateline: ಚಾಮರಾಜನಗರ: xyxy=(12,456,53,465)
dateline: ನಾಗಮಂಗಲ: xyxy=(12,100,45,109)
paragraph: ಆಸಕ್ತ ಅಭ್ಯರ್ಥಿಗಳು ಅಗತ್ಯ ದಾಖಲೆಗಳೊಂದಿಗೆ ಸಂದರ್ಶನಕ್ಕೆ ಹಾಜರಾಗಬಹುದು ಎಂದು ಜಿಲ್ಲಾ ಆರೋಗ್ಯಾಧಿಕಾರಿ ಡಾ. ಚಿದಂಬರ ಅವರು ಪ್ರಕಟಣೆಯಲ್ಲಿ ತಿಳಿಸಿದ್ದಾರೆ. xyxy=(752,1036,939,1067)
paragraph: ಜಿಲ್ಲಾ ಆರೋಗ್ಯ ಮತ್ತು ಕುಟುಂಬ ಕಲ್ಯಾಣ ಇಲಾಖೆಯ ಅಧೀನ ಸಂಸ್ಥೆಗಳಲ್ಲಿ ಇರುವ ವಿವಿಧ ಹುದ್ದೆಗಳನ್ನು ಗುತ್ತಿಗೆ ಆಧಾರದ ಮೇಲೆ ಭರ್ತಿ ಮಾಡಲು ನೇರ ಸಂದರ್ಶನವನ್ನು ಜುಲೈ 21 ರಂದು ಬೆಳಗ್ಗೆ 10.30 ರಿಂದ ಸಂಜೆ 4.30 ರವರೆಗೆ ಜಿಲ್ಲಾ ಆರೋಗ್ಯ ಮತ್ತು ಕುಟುಂಬ ಕಲ್ಯಾಣಾಧಿಕಾರಿಗಳ ಕಚೇರಿಯಲ್ಲಿ ನಡೆಸಲಾಗುವುದು. xyxy=(752,983,939,1034)
issue-day: ಗುರುವಾರ xyxy=(804,29,828,37)
article-headline: ಕರ್ತವ್ಯಲೋಪ ಡಿಸಿಎಫ್ ವೈ. ಚಕ್ರಪಾಣಿ ಅಮಾನತು xyxy=(752,84,939,120)
paragraph: ನಗರದ ಜಿಲ್ಲಾ ಪಡೆ ಸ್ಟಾರ್ ಕ, ಕಂಪ್ಯೂಟರ್ ತರಬೇತಿ ಕೇಂದ್ರದಲ್ಲಿ ಭಾರತ ಸರ್ಕಾರದ ಯುವ ಕಾರ್ಯ ಹಾಗೂ ಕ್ರೀಡಾ ಸಚಿವಾಲಯ, ಮೇರಾ ಯುವ ಭಾರತ್, ಶ್ರೀ ಪರಮಹಂಸ ಸಾಂಸ್ಕೃತಿಕ ಕಲಾ ಸೇವಾ ಸಂಸ್ಥೆ ವತಿಯಿಂದ ಹಮ್ಮಿಕೊಂಡಿದ್ದ ಯುವ ಕೌಶಲ್ಯ ದಿನಾಚರಣೆ ಕಾರ್ಯಕ್ರಮ ಉದ್ಘಾಟಿಸಿ ಮಾತನಾಡಿದರು. xyxy=(351,485,460,557)
article-headline: ಗಿಡಗಳನ್ನು ನೆಡುವುದು ಪುಣ್ಯದ ಕೆಲಸ: ನ್ಯಾಯಮೂರ್ತಿ ಎಸ್.ಜಿ.ಪಂಡಿತ್ xyxy=(4,63,624,94)
article-body xyxy=(4,1198,168,1488)
article-body xyxy=(4,100,190,372)
dateline: ಚಾಮರಾಜನಗರ: xyxy=(760,897,801,906)
sun-palm-icon: ☀ xyxy=(799,8,815,28)
dateline: ಚಾಮರಾಜನಗರ: xyxy=(12,1198,53,1207)
paragraph: ಪ್ರಸ್ತುತ ದಿನಗಳಲ್ಲಿ ಉದ್ಯೋಗ ಪಡೆಯುವುದು ಕಷ್ಟಕರವಾಗಿದ್ದು, ಯುವಜನರು ಕೌಶಲ್ಯ ತರಬೇತಿ ಪಡೆದು ಸ್ವಂತ ಉದ್ಯಮ ಆರಂಭಿಸಬೇಕು. ಸರ್ಕಾರದ ಹಲವು ಯೋಜನೆಗಳ ಸದುಪಯೋಗ ಪಡೆದುಕೊಳ್ಳಬೇಕು ಎಂದು ಹೇಳಿದರು. xyxy=(236,463,460,621)
paragraph: ಪಟ್ಟಣದ ನ್ಯಾಯಾಲಯ ಸಂಕೀರ್ಣದಲ್ಲಿ ನಡೆದ ಲೋಕ್ ಅದಾಲತ್ ನಲ್ಲಿ ಸಿವಿಲ್ ಹಾಗೂ ಕ್ರಿಮಿನಲ್ ಪ್ರಕರಣಗಳನ್ನು ರಾಜಿ ಮೂಲಕ ಬಗೆಹರಿಸಲಾಯಿತು. ವಿವಿಧ ಬ್ಯಾಂಕುಗಳ ಸಾಲ ವಸೂಲಾತಿ ಪ್ರಕರಣಗಳಲ್ಲಿ ರೂ. 2,13,82,361 ಮೊತ್ತವನ್ನು ಇತ್ಯರ್ಥಪಡಿಸಲಾಗಿದೆ ಎಂದು ತಿಳಿಸಿದರು. xyxy=(510,1278,722,1319)
paragraph: ಜಿಲ್ಲೆಯ ಮಲೆ ಮಹದೇಶ್ವರ ವನ್ಯಜೀವಿಧಾಮದ ಹೂಗ್ಯಂ ವಲಯದಲ್ಲಿ ಐದು ಹುಲಿಗಳ ಸಾವು ಪ್ರಕರಣಕ್ಕೆ ಸಂಬಂಧಿಸಿದಂತೆ ಕರ್ತವ್ಯಲೋಪ ಎಸಗಿದ ಆರೋಪದ ಮೇಲೆ ಡಿಸಿಎಫ್ ವೈ. ಚಕ್ರಪಾಣಿ ಅವರನ್ನು ಸರ್ಕಾರ ಅಮಾನತುಗೊಳಿಸಿ ಆದೇಶ ಹೊರಡಿಸಿದೆ. xyxy=(819,123,939,185)
paragraph: ಅಲ್ಪಸಂಖ್ಯಾತರ ನಿರ್ದೇಶನಾಲಯ ಮತ್ತು ಕರ್ನಾಟಕ ರಾಜ್ಯ ಮುಕ್ತ ವಿಶ್ವವಿದ್ಯಾನಿಲಯ ಸಹಯೋಗದಲ್ಲಿ 2025-26ನೇ ಸಾಲಿನ ಕೆಎಎಸ್, ಐಎಎಸ್, ಬ್ಯಾಂಕಿಂಗ್, ಗ್ರೂಪ್-ಸಿ, ಪಿಎಸ್ಐ ಸೇರಿದಂತೆ ವಿವಿಧ ಸ್ಪರ್ಧಾತ್ಮಕ ಪರೀಕ್ಷೆಗಳ ತರಬೇತಿಗೆ ಅಲ್ಪಸಂಖ್ಯಾತ ಸಮುದಾಯದ ಅಭ್ಯರ್ಥಿಗಳಿಂದ ಅರ್ಜಿ ಆಹ್ವಾನಿಸಲಾಗಿದೆ. xyxy=(348,858,541,909)
paragraph: ಪ್ರಕೃತಿ ನಮ್ಮ ಜೀವನ ಅವಿಭಾಜ್ಯ ಅಂಗವಾಗಿದೆ. ಒಬ್ಬೊಬ್ಬರು ಕನಿಷ್ಠ ಒಂದು ಗಿಡವನ್ನು ನೆಟ್ಟು ಪೋಷಿಸಬೇಕು. ಮುಂದಿನ ಪೀಳಿಗೆಗೆ ಉತ್ತಮ ಪರಿಸರವನ್ನು ಉಳಿಸುವುದು ನಮ್ಮೆಲ್ಲರ ಜವಾಬ್ದಾರಿಯಾಗಿದೆ ಎಂದು ಸಲಹೆ ನೀಡಿದರು. xyxy=(4,196,190,227)
paragraph: ಹುಲಿಗಳ ಸಾವಿನ ಕುರಿತು ತನಿಖೆ ನಡೆಸಿದ ಸಮಿತಿಯ ವರದಿಯ ಆಧಾರದ ಮೇಲೆ ಈ ಕ್ರಮ ಕೈಗೊಳ್ಳಲಾಗಿದೆ. ಗಸ್ತು ಸಿಬ್ಬಂದಿಗೆ ವೇತನ ಪಾವತಿಯಲ್ಲಿ ವಿಳಂಬ ಹಾಗೂ ಮೇಲ್ವಿಚಾರಣೆಯಲ್ಲಿ ನಿರ್ಲಕ್ಷ್ಯ ತೋರಿರುವುದು ವರದಿಯಲ್ಲಿ ಉಲ್ಲೇಖವಾಗಿದೆ. xyxy=(752,187,939,228)
paper-logo xyxy=(740,4,892,60)
paragraph: ಆಸಕ್ತ ಅಭ್ಯರ್ಥಿಗಳು ಅಗತ್ಯ ದಾಖಲೆಗಳೊಂದಿಗೆ ಸಂದರ್ಶನಕ್ಕೆ ಹಾಜರಾಗಬಹುದು ಎಂದು ಜಿಲ್ಲಾ ಆರೋಗ್ಯಾಧಿಕಾರಿ ಡಾ. ಚಿದಂಬರ ಅವರು ಪ್ರಕಟಣೆಯಲ್ಲಿ ತಿಳಿಸಿದ್ದಾರೆ. xyxy=(752,950,939,981)
paragraph: ನಗರದ ಜಿಲ್ಲಾ ಪಡೆ ಸ್ಟಾರ್ ಕ, ಕಂಪ್ಯೂಟರ್ ತರಬೇತಿ ಕೇಂದ್ರದಲ್ಲಿ ಭಾರತ ಸರ್ಕಾರದ ಯುವ ಕಾರ್ಯ ಹಾಗೂ ಕ್ರೀಡಾ ಸಚಿವಾಲಯ, ಮೇರಾ ಯುವ ಭಾರತ್, ಶ್ರೀ ಪರಮಹಂಸ ಸಾಂಸ್ಕೃತಿಕ ಕಲಾ ಸೇವಾ ಸಂಸ್ಥೆ ವತಿಯಿಂದ ಹಮ್ಮಿಕೊಂಡಿದ್ದ ಯುವ ಕೌಶಲ್ಯ ದಿನಾಚರಣೆ ಕಾರ್ಯಕ್ರಮ ಉದ್ಘಾಟಿಸಿ ಮಾತನಾಡಿದರು. xyxy=(463,635,599,697)
